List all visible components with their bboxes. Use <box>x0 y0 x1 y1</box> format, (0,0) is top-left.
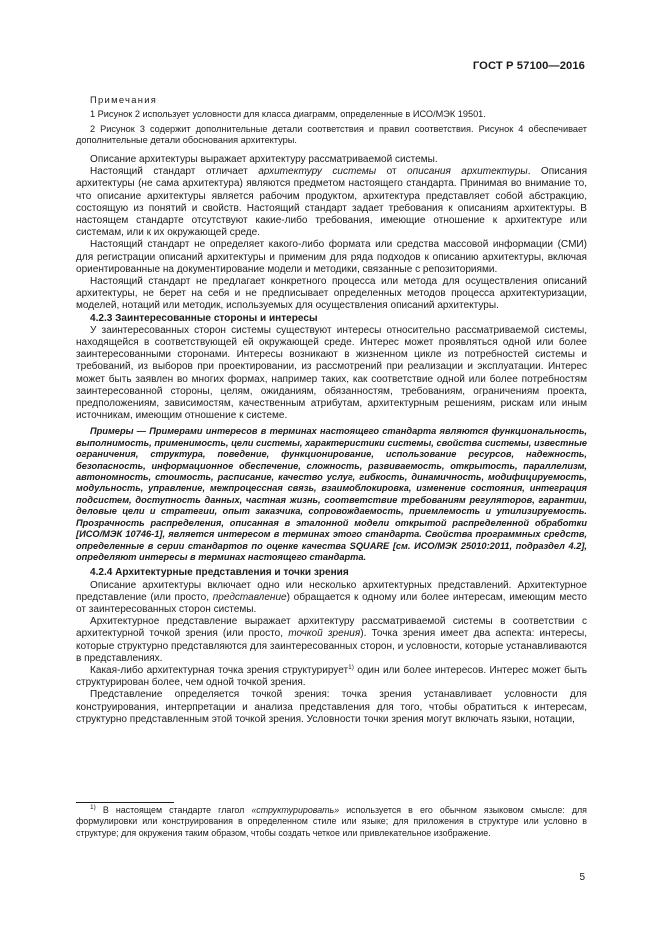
page-number: 5 <box>579 872 585 883</box>
paragraph-7: Архитектурное представление выражает архитектуру рассматриваемой системы в соответствии с архитектурной точкой зрения (или просто, точкой зрения). Точка зрения имеет два аспекта: интересы, которые структурно представляются для заинтересованных сторон, и условности, которые устанавливаются в представлениях. <box>76 616 587 664</box>
paragraph-4: Настоящий стандарт не предлагает конкретного процесса или метода для осуществления описаний архитектуры, не берет на себя и не предписывает определенных методов процесса архитектуризации, моделей, нотаций или методик, используемых для осуществления описаний архитектуры. <box>76 276 587 312</box>
footnote-separator <box>76 802 174 803</box>
section-4-2-4-heading: 4.2.4 Архитектурные представления и точки зрения <box>90 567 349 579</box>
paragraph-1: Описание архитектуры выражает архитектуру рассматриваемой системы. <box>90 153 438 165</box>
paragraph-6: Описание архитектуры включает одно или несколько архитектурных представлений. Архитектурное представление (или просто, представление) обращается к одному или более интересам, имеющим место от заинтересованных сторон системы. <box>76 579 588 615</box>
paragraph-3: Настоящий стандарт не определяет какого-либо формата или средства массовой информации (СМИ) для регистрации описаний архитектуры и применим для ряда подходов к описанию архитектуры, включая ориентированные на документирование модели и методики, связанные с репозиториями. <box>76 239 587 275</box>
footnote-ref: 1) <box>348 663 354 671</box>
document-code-header: ГОСТ Р 57100—2016 <box>472 60 585 72</box>
note-1: 1 Рисунок 2 использует условности для класса диаграмм, определенные в ИСО/МЭК 19501. <box>90 109 486 120</box>
paragraph-8: Какая-либо архитектурная точка зрения структурирует$^{1)}$ один или более интересов. Интерес может быть структурирован более, чем одной точкой зрения. <box>76 663 587 689</box>
page-content <box>76 94 587 726</box>
paragraph-9: Представление определяется точкой зрения: точка зрения устанавливает условности для конструирования, интерпретации и анализа представления для того, чтобы обратиться к интересам, структурно представленным этой точкой зрения. Условности точки зрения могут включать языки, нотации, <box>76 689 587 725</box>
paragraph-2: Настоящий стандарт отличает архитектуру системы от описания архитектуры. Описания архитектуры (не сама архитектура) являются предметом настоящего стандарта. Принимая во внимание то, что описание архитектуры является рабочим продуктом, архитектура представляет собой абстракцию, состоящую из понятий и свойств. Настоящий стандарт задает требования к описаниям архитектуры. В настоящем стандарте отсутствуют какие-либо требования, имеющие отношение к архитектуре или системам, или к их окружающей среде. <box>76 166 588 239</box>
footnote: $^{1)}$ В настоящем стандарте глагол «структурировать» используется в его обычном языковом смысле: для формулировки или конструирования в определенном стиле или языке; для приложения в структуре или условно в структуре; для окружения таким образом, чтобы создать четкое или привлекательное изображение. <box>76 804 587 838</box>
note-2: 2 Рисунок 3 содержит дополнительные детали соответствия и правил соответствия. Рисунок 4 обеспечивает дополнительные детали обоснования архитектуры. <box>76 123 587 146</box>
section-4-2-3-heading: 4.2.3 Заинтересованные стороны и интересы <box>90 312 318 324</box>
notes-title: Примечания <box>90 94 158 105</box>
paragraph-5: У заинтересованных сторон системы существуют интересы относительно рассматриваемой системы, находящейся в соответствующей ей окружающей среде. Интерес может проявляться одной или более заинтересованными сторонами. Интересы возникают в жизненном цикле из потребностей системы и требований, из выборов при проектировании, из рассмотрений при реализации и эксплуатации. Интерес может быть заявлен во многих формах, например таких, как соответствие одной или более потребностям заинтересованной стороны, целям, ожиданиям, обязанностям, требованиям, ограничениям проекта, предположениям, зависимостям, качественным атрибутам, архитектурным решениям, рискам или иным источникам, имеющим отношение к системе. <box>76 324 587 422</box>
examples-block: Примеры — Примерами интересов в терминах настоящего стандарта являются функциональность, выполнимость, применимость, цели системы, характеристики системы, свойства системы, известные ограничения, структура, поведение, функционирование, использование ресурсов, надежность, безопасность, информационное обеспечение, сложность, развиваемость, открытость, параллелизм, автономность, стоимость, расписание, качество услуг, гибкость, динамичность, модифицируемость, модульность, управление, межпроцессная связь, взаимоблокировка, изменение состояния, интеграция подсистем, доступность данных, частная жизнь, соответствие требованиям регуляторов, гарантии, деловые цели и стратегии, опыт заказчика, сопровождаемость, приемлемость и утилизируемость. Прозрачность распределения, описанная в эталонной модели открытой распределенной обработки [ИСО/МЭК 10746-1], является интересом в терминах этого стандарта. Свойства программных средств, определенные в серии стандартов по оценке качества SQUARE [см. ИСО/МЭК 25010:2011, подраздел 4.2], определяют интересы в терминах настоящего стандарта. <box>76 426 587 562</box>
